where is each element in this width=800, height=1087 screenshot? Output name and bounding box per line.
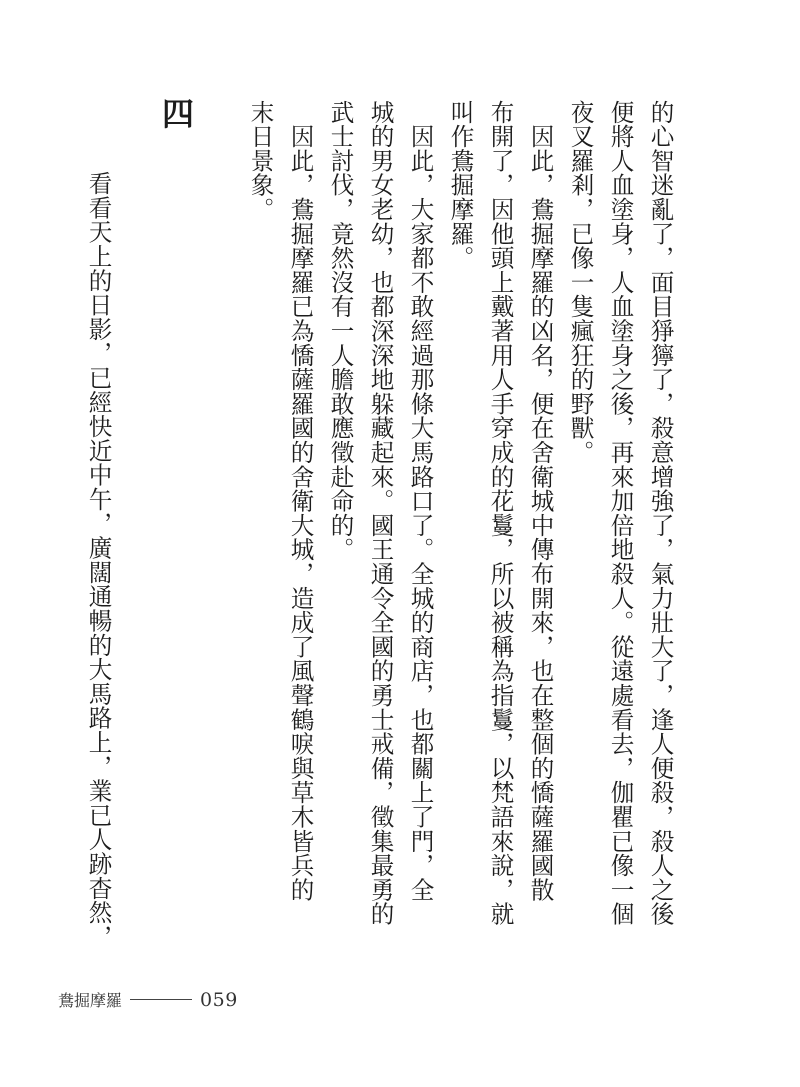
body-text-column: 的心智迷亂了，面目猙獰了，殺意增強了，氣力壯大了，逢人便殺，殺人之後: [646, 100, 675, 927]
section-heading: 四: [157, 97, 195, 129]
body-text-column: 因此，鴦掘摩羅已為憍薩羅國的舍衛大城，造成了風聲鶴唳與草木皆兵的: [286, 100, 315, 902]
body-text-column: 末日景象。: [246, 100, 275, 222]
body-text-column: 叫作鴦掘摩羅。: [446, 100, 475, 271]
body-text-column: 因此，大家都不敢經過那條大馬路口了。全城的商店，也都關上了門，全: [406, 100, 435, 902]
body-text-column: 因此，鴦掘摩羅的凶名，便在舍衛城中傳布開來，也在整個的憍薩羅國散: [526, 100, 555, 902]
body-text-column: 城的男女老幼，也都深深地躲藏起來。國王通令全國的勇士戒備，徵集最勇的: [366, 100, 395, 927]
running-title: 鴦掘摩羅: [58, 991, 123, 1010]
body-text-column: 布開了，因他頭上戴著用人手穿成的花鬘，所以被稱為指鬘，以梵語來說，就: [486, 100, 515, 927]
section-text-column: 看看天上的日影，已經快近中午，廣闊通暢的大馬路上，業已人跡杳然，: [84, 147, 113, 949]
body-text-column: 武士討伐，竟然沒有一人膽敢應徵赴命的。: [326, 100, 355, 562]
body-text-column: 夜叉羅剎，已像一隻瘋狂的野獸。: [566, 100, 595, 465]
page-footer: [58, 988, 238, 1011]
footer-rule: [130, 999, 192, 1000]
page-number: 059: [200, 988, 238, 1011]
body-text-column: 便將人血塗身，人血塗身之後，再來加倍地殺人。從遠處看去，伽瞿已像一個: [606, 100, 635, 927]
